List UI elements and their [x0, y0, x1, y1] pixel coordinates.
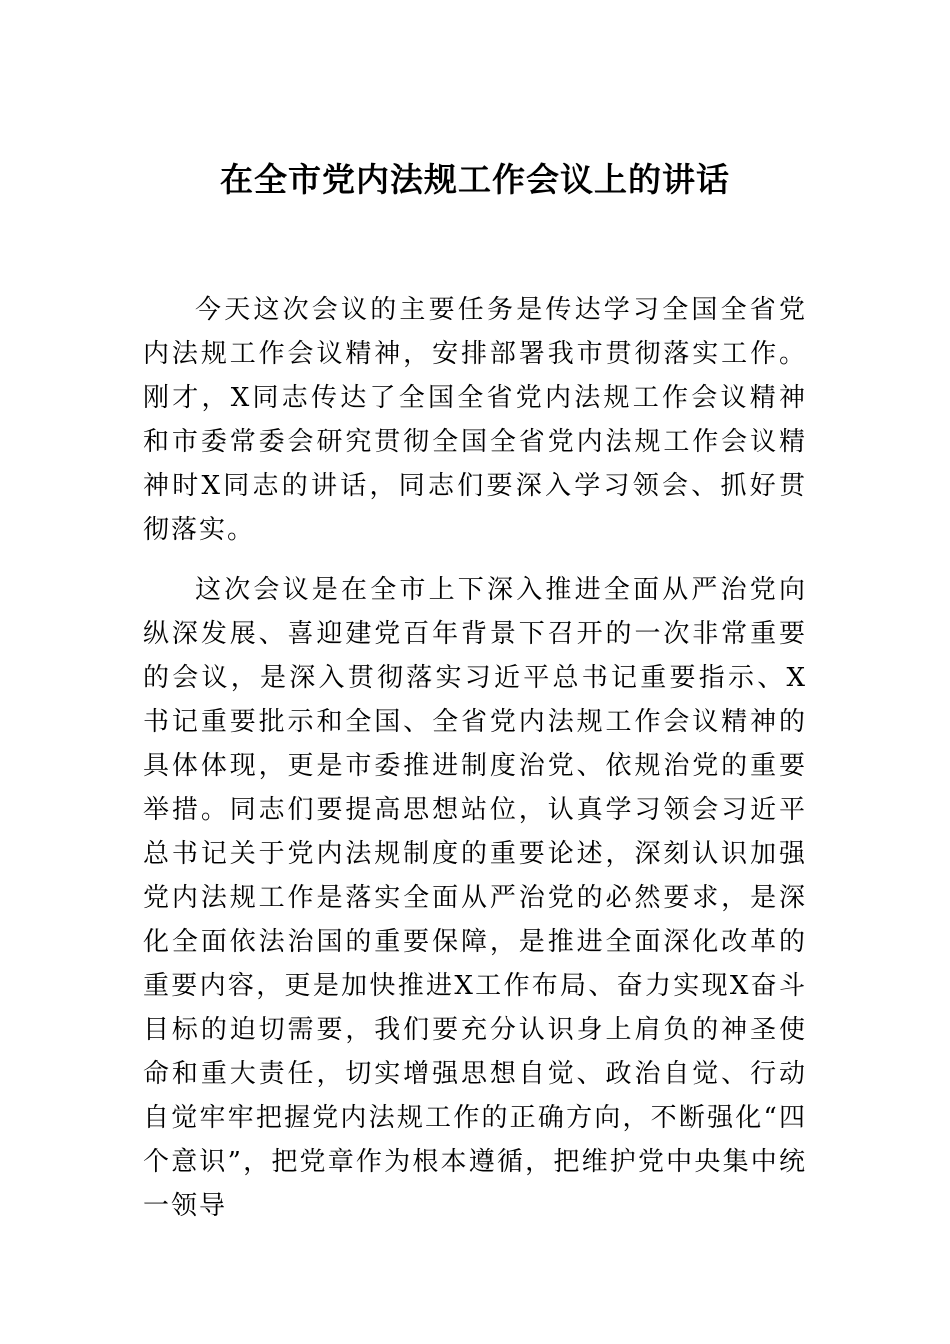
- document-title: 在全市党内法规工作会议上的讲话: [220, 160, 730, 199]
- paragraph-2: 这次会议是在全市上下深入推进全面从严治党向纵深发展、喜迎建党百年背景下召开的一次非常重要的会议，是深入贯彻落实习近平总书记重要指示、X书记重要批示和全国、全省党内法规工作会议精神的具体体现，更是市委推进制度治党、依规治党的重要举措。同志们要提高思想站位，认真学习领会习近平总书记关于党内法规制度的重要论述，深刻认识加强党内法规工作是落实全面从严治党的必然要求，是深化全面依法治国的重要保障，是推进全面深化改革的重要内容，更是加快推进X工作布局、奋力实现X奋斗目标的迫切需要，我们要充分认识身上肩负的神圣使命和重大责任，切实增强思想自觉、政治自觉、行动自觉牢牢把握党内法规工作的正确方向，不断强化“四个意识”，把党章作为根本遵循，把维护党中央集中统一领导: [143, 575, 807, 1221]
- paragraph-1: 今天这次会议的主要任务是传达学习全国全省党内法规工作会议精神，安排部署我市贯彻落实工作。刚才，X同志传达了全国全省党内法规工作会议精神和市委常委会研究贯彻全国全省党内法规工作会议精神时X同志的讲话，同志们要深入学习领会、抓好贯彻落实。: [143, 295, 807, 545]
- document-body: [143, 288, 807, 1244]
